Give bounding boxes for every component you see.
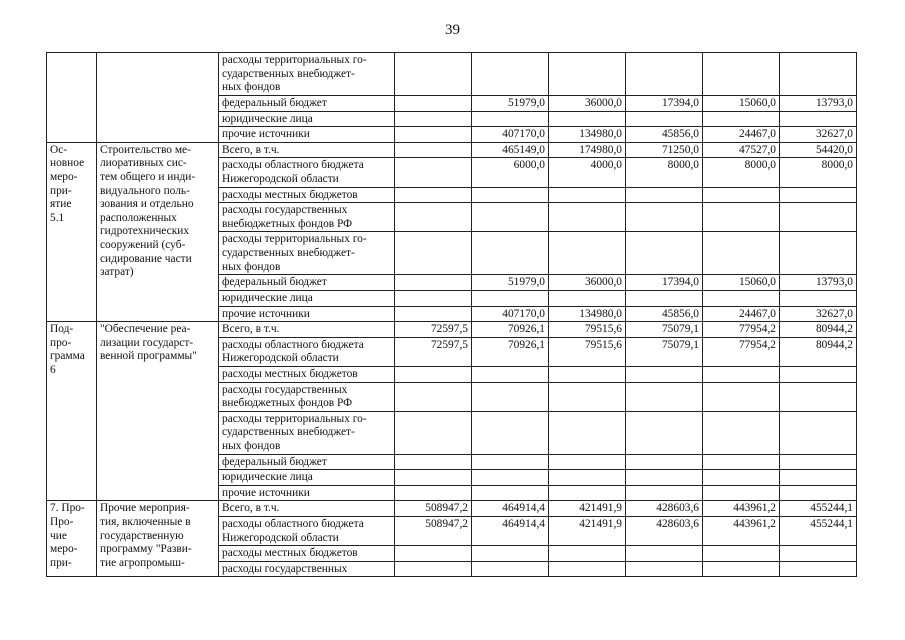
- amount-cell: 36000,0: [549, 275, 626, 291]
- funding-source-cell: расходы местных бюджетов: [219, 546, 395, 562]
- amount-cell: 79515,6: [549, 337, 626, 366]
- funding-source-cell: расходы областного бюджета Нижегородской области: [219, 337, 395, 366]
- amount-cell: [395, 53, 472, 96]
- amount-cell: 45856,0: [626, 127, 703, 143]
- amount-cell: 72597,5: [395, 322, 472, 338]
- amount-cell: [395, 411, 472, 454]
- amount-cell: [549, 382, 626, 411]
- amount-cell: [395, 306, 472, 322]
- amount-cell: 464914,4: [472, 517, 549, 546]
- amount-cell: [703, 187, 780, 203]
- amount-cell: 464914,4: [472, 501, 549, 517]
- funding-source-cell: расходы территориальных го- сударственных внебюджет- ных фондов: [219, 411, 395, 454]
- amount-cell: 72597,5: [395, 337, 472, 366]
- amount-cell: [395, 96, 472, 112]
- table-row: [47, 142, 857, 158]
- funding-source-cell: расходы территориальных го- сударственных внебюджет- ных фондов: [219, 232, 395, 275]
- amount-cell: [549, 187, 626, 203]
- funding-source-cell: расходы областного бюджета Нижегородской области: [219, 158, 395, 187]
- amount-cell: 80944,2: [780, 322, 857, 338]
- amount-cell: [395, 382, 472, 411]
- amount-cell: [703, 382, 780, 411]
- amount-cell: [549, 561, 626, 577]
- amount-cell: 455244,1: [780, 501, 857, 517]
- funding-source-cell: федеральный бюджет: [219, 275, 395, 291]
- amount-cell: [395, 187, 472, 203]
- amount-cell: 8000,0: [626, 158, 703, 187]
- funding-source-cell: расходы областного бюджета Нижегородской области: [219, 517, 395, 546]
- amount-cell: 71250,0: [626, 142, 703, 158]
- program-label-cell: Ос- новное меро- при- ятие 5.1: [47, 142, 97, 321]
- amount-cell: 421491,9: [549, 501, 626, 517]
- program-name-cell: Прочие мероприя- тия, включенные в государственную программу "Разви- тие агропромыш-: [97, 501, 219, 577]
- funding-source-cell: расходы государственных внебюджетных фондов РФ: [219, 382, 395, 411]
- amount-cell: 508947,2: [395, 501, 472, 517]
- amount-cell: 51979,0: [472, 96, 549, 112]
- amount-cell: [780, 382, 857, 411]
- amount-cell: [780, 561, 857, 577]
- funding-source-cell: Всего, в т.ч.: [219, 322, 395, 338]
- amount-cell: [703, 203, 780, 232]
- amount-cell: [472, 203, 549, 232]
- amount-cell: [395, 485, 472, 501]
- amount-cell: [549, 485, 626, 501]
- funding-source-cell: прочие источники: [219, 485, 395, 501]
- amount-cell: [395, 158, 472, 187]
- funding-source-cell: прочие источники: [219, 306, 395, 322]
- amount-cell: 51979,0: [472, 275, 549, 291]
- funding-source-cell: расходы государственных: [219, 561, 395, 577]
- program-label-cell: [47, 53, 97, 143]
- amount-cell: [626, 382, 703, 411]
- amount-cell: 15060,0: [703, 96, 780, 112]
- amount-cell: [395, 561, 472, 577]
- amount-cell: 443961,2: [703, 501, 780, 517]
- funding-source-cell: расходы местных бюджетов: [219, 366, 395, 382]
- program-name-cell: [97, 53, 219, 143]
- program-name-cell: Строительство ме- лиоративных сис- тем общего и инди- видуального поль- зования и отдельно расположенных гидротехнических сооружений (суб- сидирование части затрат): [97, 142, 219, 321]
- amount-cell: [549, 454, 626, 470]
- program-name-cell: "Обеспечение реа- лизации государст- венной программы": [97, 322, 219, 501]
- program-label-cell: 7. Про- Про- чие меро- при-: [47, 501, 97, 577]
- amount-cell: [626, 470, 703, 486]
- amount-cell: 407170,0: [472, 306, 549, 322]
- funding-source-cell: прочие источники: [219, 127, 395, 143]
- amount-cell: [472, 366, 549, 382]
- amount-cell: 45856,0: [626, 306, 703, 322]
- amount-cell: [549, 546, 626, 562]
- amount-cell: [395, 275, 472, 291]
- amount-cell: 455244,1: [780, 517, 857, 546]
- amount-cell: 77954,2: [703, 337, 780, 366]
- amount-cell: [703, 411, 780, 454]
- funding-source-cell: Всего, в т.ч.: [219, 142, 395, 158]
- amount-cell: 70926,1: [472, 337, 549, 366]
- amount-cell: [780, 411, 857, 454]
- amount-cell: [472, 546, 549, 562]
- amount-cell: 4000,0: [549, 158, 626, 187]
- amount-cell: [549, 53, 626, 96]
- amount-cell: [780, 111, 857, 127]
- table-body: [47, 53, 857, 577]
- amount-cell: [395, 470, 472, 486]
- amount-cell: [780, 546, 857, 562]
- amount-cell: 421491,9: [549, 517, 626, 546]
- amount-cell: [626, 203, 703, 232]
- amount-cell: [549, 232, 626, 275]
- amount-cell: 17394,0: [626, 96, 703, 112]
- amount-cell: [472, 485, 549, 501]
- amount-cell: [626, 411, 703, 454]
- amount-cell: 77954,2: [703, 322, 780, 338]
- amount-cell: [703, 232, 780, 275]
- amount-cell: [395, 546, 472, 562]
- amount-cell: [395, 127, 472, 143]
- amount-cell: [626, 454, 703, 470]
- amount-cell: [472, 232, 549, 275]
- amount-cell: [626, 485, 703, 501]
- amount-cell: [626, 53, 703, 96]
- amount-cell: 36000,0: [549, 96, 626, 112]
- amount-cell: [472, 382, 549, 411]
- amount-cell: 32627,0: [780, 127, 857, 143]
- amount-cell: [395, 454, 472, 470]
- page-number: 39: [445, 22, 460, 38]
- amount-cell: [780, 470, 857, 486]
- amount-cell: [395, 142, 472, 158]
- table-row: [47, 501, 857, 517]
- amount-cell: [549, 411, 626, 454]
- funding-source-cell: Всего, в т.ч.: [219, 501, 395, 517]
- amount-cell: [472, 470, 549, 486]
- amount-cell: [549, 203, 626, 232]
- amount-cell: 13793,0: [780, 96, 857, 112]
- amount-cell: [549, 366, 626, 382]
- amount-cell: [703, 366, 780, 382]
- amount-cell: [472, 111, 549, 127]
- amount-cell: [549, 470, 626, 486]
- amount-cell: [395, 232, 472, 275]
- amount-cell: [703, 561, 780, 577]
- funding-source-cell: федеральный бюджет: [219, 96, 395, 112]
- amount-cell: [703, 111, 780, 127]
- amount-cell: 47527,0: [703, 142, 780, 158]
- amount-cell: [703, 485, 780, 501]
- amount-cell: 24467,0: [703, 127, 780, 143]
- amount-cell: [780, 454, 857, 470]
- amount-cell: 8000,0: [703, 158, 780, 187]
- amount-cell: 508947,2: [395, 517, 472, 546]
- funding-source-cell: расходы государственных внебюджетных фондов РФ: [219, 203, 395, 232]
- amount-cell: [549, 290, 626, 306]
- amount-cell: 174980,0: [549, 142, 626, 158]
- amount-cell: [780, 485, 857, 501]
- amount-cell: [780, 366, 857, 382]
- amount-cell: [626, 366, 703, 382]
- amount-cell: 54420,0: [780, 142, 857, 158]
- amount-cell: 428603,6: [626, 517, 703, 546]
- amount-cell: [703, 454, 780, 470]
- amount-cell: [780, 290, 857, 306]
- amount-cell: 75079,1: [626, 337, 703, 366]
- amount-cell: [626, 187, 703, 203]
- amount-cell: [395, 366, 472, 382]
- amount-cell: [703, 546, 780, 562]
- budget-table: [46, 52, 857, 577]
- amount-cell: [472, 411, 549, 454]
- funding-source-cell: федеральный бюджет: [219, 454, 395, 470]
- amount-cell: [472, 454, 549, 470]
- table-row: [47, 53, 857, 96]
- amount-cell: 75079,1: [626, 322, 703, 338]
- amount-cell: [780, 53, 857, 96]
- amount-cell: [395, 203, 472, 232]
- amount-cell: [472, 290, 549, 306]
- amount-cell: [626, 290, 703, 306]
- amount-cell: [626, 232, 703, 275]
- amount-cell: [626, 546, 703, 562]
- amount-cell: 8000,0: [780, 158, 857, 187]
- amount-cell: [703, 470, 780, 486]
- funding-source-cell: юридические лица: [219, 111, 395, 127]
- amount-cell: [395, 290, 472, 306]
- amount-cell: [703, 290, 780, 306]
- amount-cell: 443961,2: [703, 517, 780, 546]
- amount-cell: 15060,0: [703, 275, 780, 291]
- program-label-cell: Под- про- грамма 6: [47, 322, 97, 501]
- amount-cell: 79515,6: [549, 322, 626, 338]
- funding-source-cell: юридические лица: [219, 470, 395, 486]
- amount-cell: 17394,0: [626, 275, 703, 291]
- amount-cell: [626, 111, 703, 127]
- amount-cell: [780, 203, 857, 232]
- amount-cell: 24467,0: [703, 306, 780, 322]
- funding-source-cell: расходы местных бюджетов: [219, 187, 395, 203]
- amount-cell: 80944,2: [780, 337, 857, 366]
- amount-cell: [703, 53, 780, 96]
- amount-cell: 465149,0: [472, 142, 549, 158]
- amount-cell: 134980,0: [549, 306, 626, 322]
- table-row: [47, 322, 857, 338]
- amount-cell: [626, 561, 703, 577]
- amount-cell: [395, 111, 472, 127]
- amount-cell: [472, 561, 549, 577]
- amount-cell: 70926,1: [472, 322, 549, 338]
- amount-cell: [472, 53, 549, 96]
- amount-cell: 32627,0: [780, 306, 857, 322]
- amount-cell: 407170,0: [472, 127, 549, 143]
- amount-cell: [780, 187, 857, 203]
- amount-cell: [780, 232, 857, 275]
- amount-cell: 13793,0: [780, 275, 857, 291]
- amount-cell: 428603,6: [626, 501, 703, 517]
- amount-cell: 134980,0: [549, 127, 626, 143]
- funding-source-cell: расходы территориальных го- сударственных внебюджет- ных фондов: [219, 53, 395, 96]
- amount-cell: [472, 187, 549, 203]
- funding-source-cell: юридические лица: [219, 290, 395, 306]
- amount-cell: [549, 111, 626, 127]
- amount-cell: 6000,0: [472, 158, 549, 187]
